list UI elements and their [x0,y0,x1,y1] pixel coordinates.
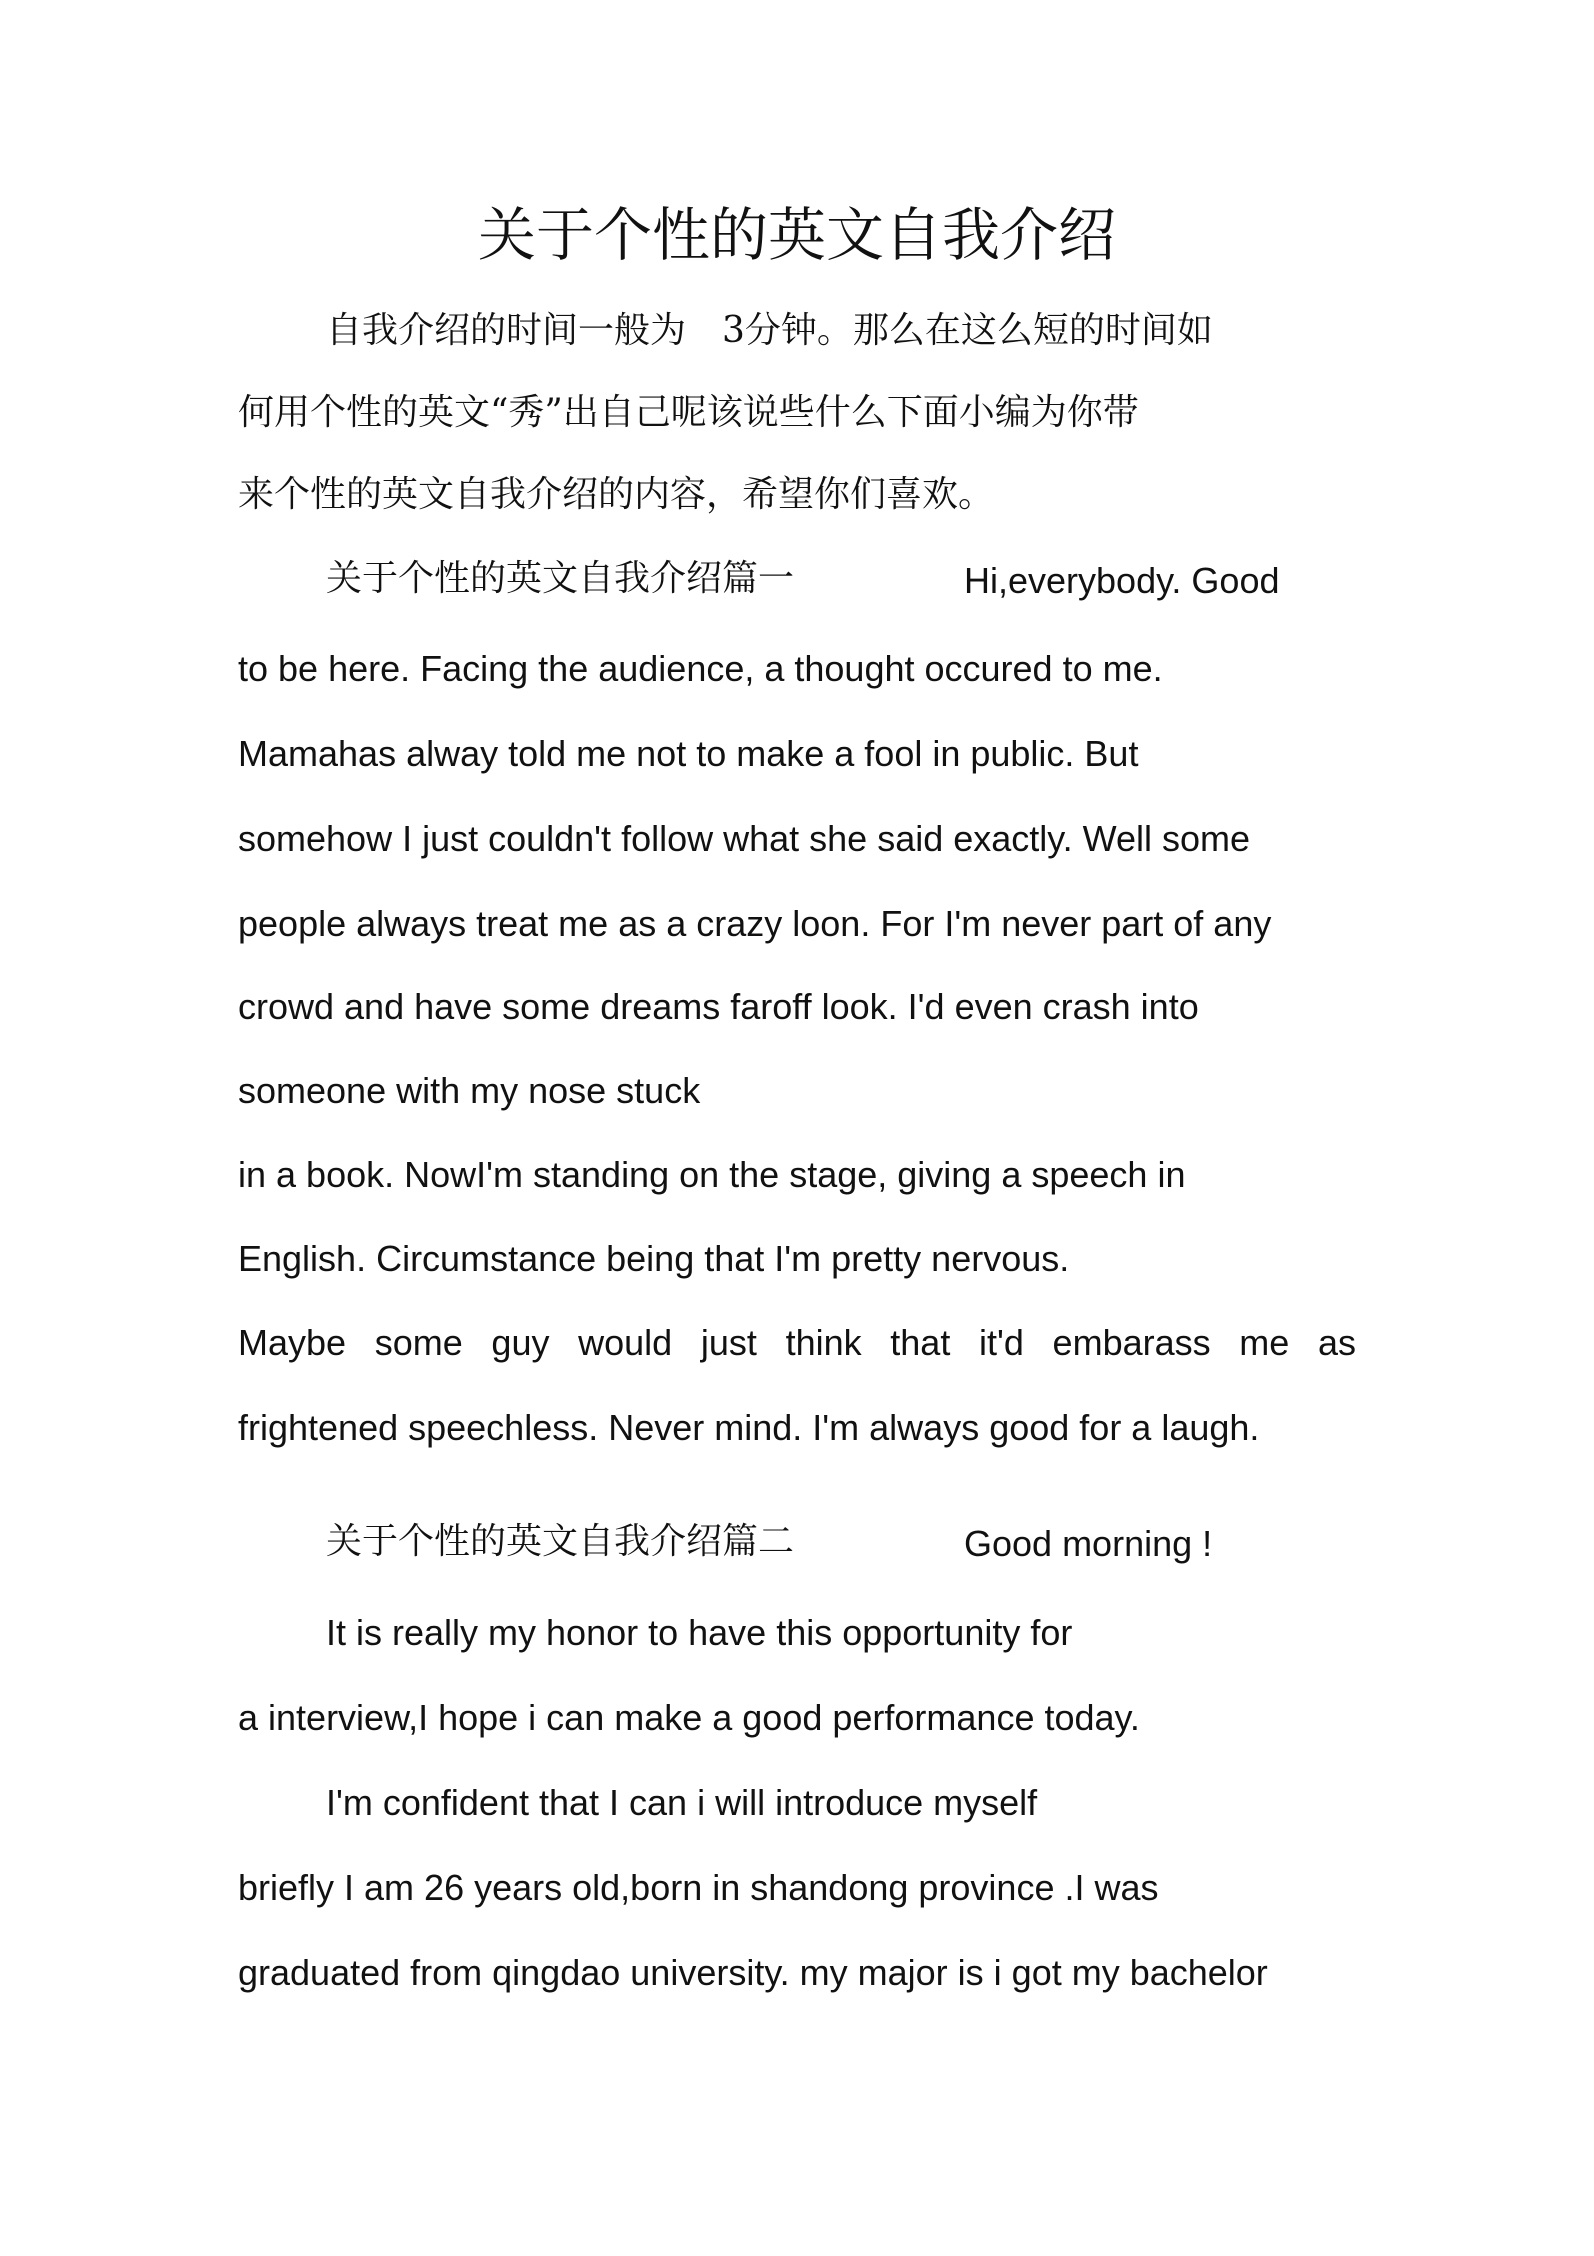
intro-line-1: 自我介绍的时间一般为 3分钟。那么在这么短的时间如 [326,310,1213,351]
intro-line-2: 何用个性的英文“秀”出自己呢该说些什么下面小编为你带 [238,392,1139,433]
section2-line-3: I'm confident that I can i will introduce myself [326,1782,1038,1823]
document-title: 关于个性的英文自我介绍 [477,201,1116,269]
section1-line-10: frightened speechless. Never mind. I'm always good for a laugh. [238,1407,1260,1448]
section2-line-5: graduated from qingdao university. my major is i got my bachelor [238,1952,1268,1993]
section1-line-3: somehow I just couldn't follow what she said exactly. Well some [238,818,1250,859]
section2-line-2: a interview,I hope i can make a good performance today. [238,1697,1140,1738]
section2-first-words: Good morning ! [964,1523,1213,1564]
section1-first-words: Hi,everybody. Good [964,560,1280,601]
section1-line-4: people always treat me as a crazy loon. For I'm never part of any [238,903,1272,944]
section1-line-5: crowd and have some dreams faroff look. I'd even crash into [238,986,1199,1027]
intro-line-3: 来个性的英文自我介绍的内容，希望你们喜欢。 [238,474,995,515]
section1-heading: 关于个性的英文自我介绍篇一 [326,558,795,599]
section2-line-1: It is really my honor to have this opportunity for [326,1612,1073,1653]
section1-line-6: someone with my nose stuck [238,1070,701,1111]
section1-line-2: Mamahas alway told me not to make a fool in public. But [238,733,1139,774]
section1-line-7: in a book. NowI'm standing on the stage, giving a speech in [238,1154,1186,1195]
section2-heading: 关于个性的英文自我介绍篇二 [326,1521,795,1562]
section1-line-1: to be here. Facing the audience, a thought occured to me. [238,648,1163,689]
section2-line-4: briefly I am 26 years old,born in shandong province .I was [238,1867,1159,1908]
section1-line-8: English. Circumstance being that I'm pretty nervous. [238,1238,1070,1279]
section1-line-9: Maybe some guy would just think that it'd embarass me as [238,1322,1356,1363]
